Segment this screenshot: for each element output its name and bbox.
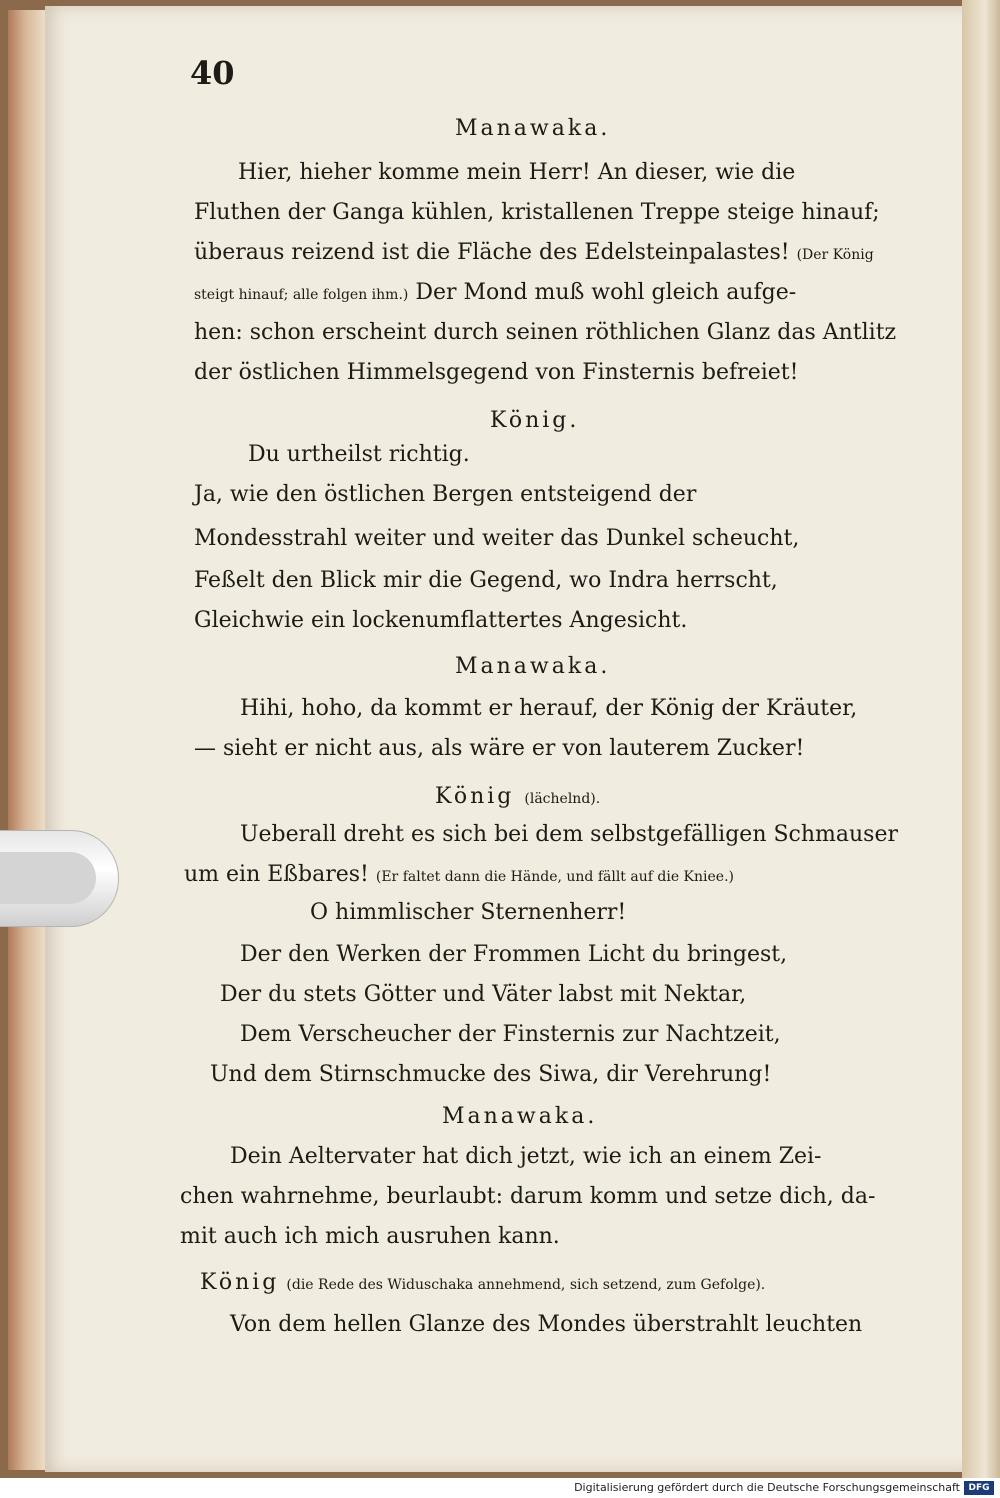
text-line: Und dem Stirnschmucke des Siwa, dir Verehrung! xyxy=(210,1062,772,1087)
text-line: Du urtheilst richtig. xyxy=(248,442,470,467)
text-line: Der du stets Götter und Väter labst mit Nektar, xyxy=(220,982,747,1007)
text-line: Feßelt den Blick mir die Gegend, wo Indra herrscht, xyxy=(194,568,778,593)
footer-bar xyxy=(0,1478,1000,1498)
text-line: Ja, wie den östlichen Bergen entsteigend der xyxy=(194,482,697,507)
text-segment: Der Mond muß wohl gleich aufge- xyxy=(415,280,797,305)
stage-direction: steigt hinauf; alle folgen ihm.) xyxy=(194,287,409,303)
stage-direction: (lächelnd). xyxy=(524,791,601,807)
page-clip-inner xyxy=(0,852,96,904)
text-line: O himmlischer Sternenherr! xyxy=(310,900,627,925)
text-line: Hihi, hoho, da kommt er herauf, der König der Kräuter, xyxy=(240,696,858,721)
text-line xyxy=(194,240,874,265)
text-segment: um ein Eßbares! xyxy=(184,862,369,887)
text-line: Mondesstrahl weiter und weiter das Dunkel scheucht, xyxy=(194,526,800,551)
speaker-label: König. xyxy=(490,408,580,433)
text-line xyxy=(194,280,796,305)
speaker-label: Manawaka. xyxy=(442,1104,598,1129)
speaker-name: König xyxy=(435,784,515,809)
stage-direction: (die Rede des Widuschaka annehmend, sich setzend, zum Gefolge). xyxy=(286,1277,766,1293)
text-line: — sieht er nicht aus, als wäre er von lauterem Zucker! xyxy=(194,736,805,761)
text-line: Der den Werken der Frommen Licht du bringest, xyxy=(240,942,788,967)
dfg-logo: DFG xyxy=(964,1481,994,1495)
text-line: Ueberall dreht es sich bei dem selbstgefälligen Schmauser xyxy=(240,822,899,847)
text-line: Hier, hieher komme mein Herr! An dieser, wie die xyxy=(238,160,796,185)
footer-credit: Digitalisierung gefördert durch die Deutsche Forschungsgemeinschaft xyxy=(574,1481,960,1494)
book-edge-left xyxy=(8,10,48,1470)
speaker-label xyxy=(200,1270,765,1295)
text-line: Dein Aeltervater hat dich jetzt, wie ich an einem Zei- xyxy=(230,1144,822,1169)
text-segment: überaus reizend ist die Fläche des Edelsteinpalastes! xyxy=(194,240,790,265)
text-line: mit auch ich mich ausruhen kann. xyxy=(180,1224,560,1249)
stage-direction: (Er faltet dann die Hände, und fällt auf die Kniee.) xyxy=(375,869,734,885)
text-line: Fluthen der Ganga kühlen, kristallenen Treppe steige hinauf; xyxy=(194,200,880,225)
speaker-label xyxy=(435,784,600,809)
book-edge-right xyxy=(962,0,1000,1478)
stage-direction: (Der König xyxy=(796,247,874,263)
text-line: der östlichen Himmelsgegend von Finsternis befreiet! xyxy=(194,360,799,385)
speaker-label: Manawaka. xyxy=(455,654,611,679)
speaker-name: König xyxy=(200,1270,280,1295)
text-line: Gleichwie ein lockenumflattertes Angesicht. xyxy=(194,608,688,633)
speaker-label: Manawaka. xyxy=(455,116,611,141)
text-line: chen wahrnehme, beurlaubt: darum komm und setze dich, da- xyxy=(180,1184,876,1209)
text-line xyxy=(184,862,734,887)
text-line: Dem Verscheucher der Finsternis zur Nachtzeit, xyxy=(240,1022,781,1047)
text-line: hen: schon erscheint durch seinen röthlichen Glanz das Antlitz xyxy=(194,320,897,345)
page-number: 40 xyxy=(190,54,235,92)
text-line: Von dem hellen Glanze des Mondes überstrahlt leuchten xyxy=(230,1312,863,1337)
